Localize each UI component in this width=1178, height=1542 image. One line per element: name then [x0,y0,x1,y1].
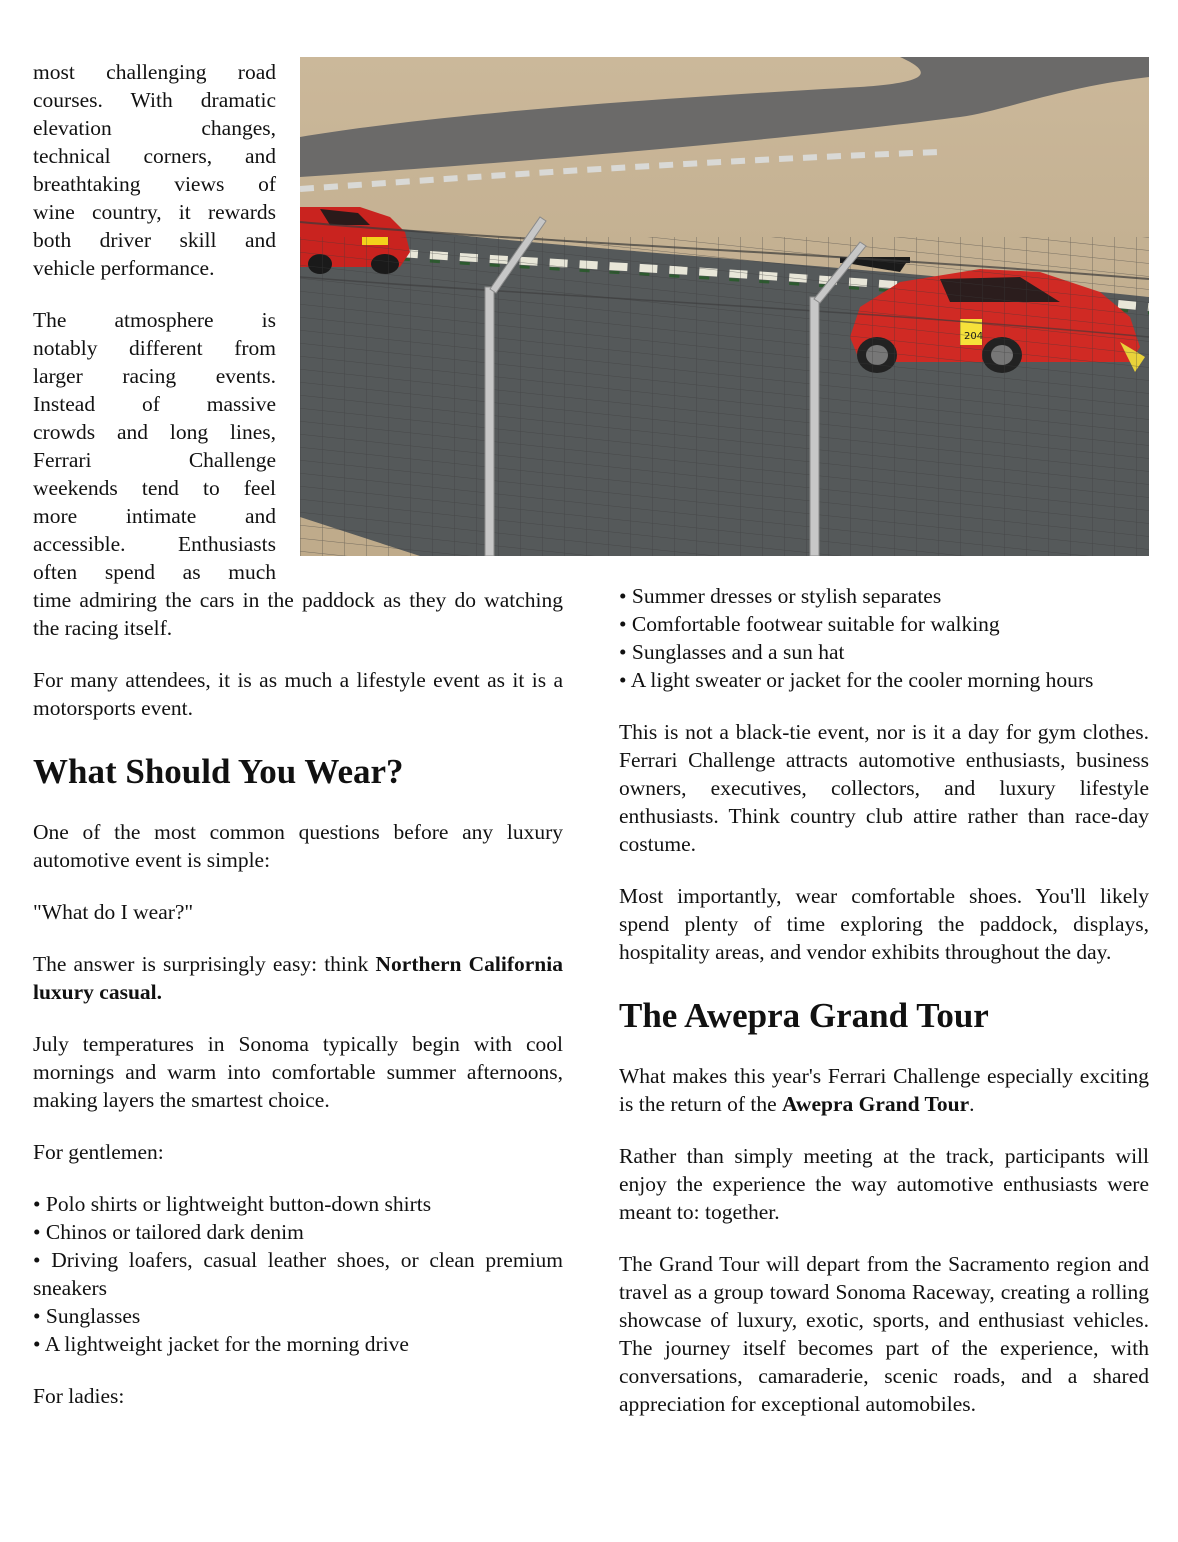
wear-heading: What Should You Wear? [33,752,404,791]
list-item: • Chinos or tailored dark denim [33,1220,304,1244]
list-item: • Summer dresses or stylish separates [619,584,942,608]
text-line: wine country, it rewards [33,200,276,224]
text-line: Instead of massive [33,392,276,416]
ladies-list [619,582,1149,694]
gentlemen-label: For gentlemen: [33,1140,164,1164]
intro-paragraph-1 [33,58,276,282]
text-line: accessible. Enthusiasts [33,532,276,556]
text-line: most challenging road [33,60,276,84]
intro-paragraph-2 [33,306,276,586]
tour-paragraph-2: Rather than simply meeting at the track, participants will enjoy the experience the way automotive enthusiasts were meant to: together. [619,1144,1149,1224]
text-line: elevation changes, [33,116,276,140]
text-line: vehicle performance. [33,256,215,280]
text-line: notably different from [33,336,276,360]
right-column [619,582,1149,1418]
intro-paragraph-3: For many attendees, it is as much a lifestyle event as it is a motorsports event. [33,668,563,720]
list-item: • Sunglasses [33,1304,141,1328]
text-line: courses. With dramatic [33,88,276,112]
intro-paragraph-2-continuation: time admiring the cars in the paddock as they do watching the racing itself. [33,588,563,640]
list-item: • Sunglasses and a sun hat [619,640,845,664]
text-line: weekends tend to feel [33,476,276,500]
blacktie-paragraph: This is not a black-tie event, nor is it a day for gym clothes. Ferrari Challenge attracts automotive enthusiasts, business owners, executives, collectors, and luxury lifestyle enthusiasts. Think country club attire rather than race-day costume. [619,720,1149,856]
intro-narrow-column [33,58,276,586]
text-line: breathtaking views of [33,172,276,196]
text-line: often spend as much [33,560,276,584]
list-item: • A light sweater or jacket for the cooler morning hours [619,668,1094,692]
text-line: larger racing events. [33,364,276,388]
wear-paragraph-1: One of the most common questions before any luxury automotive event is simple: [33,820,563,872]
list-item: • Polo shirts or lightweight button-down shirts [33,1192,432,1216]
text-line: more intimate and [33,504,276,528]
list-item: • Comfortable footwear suitable for walking [619,612,1000,636]
tour-name-bold: Awepra Grand Tour [782,1092,970,1116]
wear-july-paragraph: July temperatures in Sonoma typically begin with cool mornings and warm into comfortable summer afternoons, making layers the smartest choice. [33,1032,563,1112]
text-line: both driver skill and [33,228,276,252]
text-line: crowds and long lines, [33,420,276,444]
list-item: • A lightweight jacket for the morning drive [33,1332,409,1356]
text-line: The atmosphere is [33,308,276,332]
race-track-photo [300,57,1149,556]
wear-answer: The answer is surprisingly easy: think Northern California luxury casual. [33,952,563,1004]
list-item: • Driving loafers, casual leather shoes, or clean premium sneakers [33,1248,563,1300]
tour-paragraph-1: What makes this year's Ferrari Challenge especially exciting is the return of the Awepra Grand Tour. [619,1064,1149,1116]
ladies-label: For ladies: [33,1384,125,1408]
tour-paragraph-3: The Grand Tour will depart from the Sacramento region and travel as a group toward Sonoma Raceway, creating a rolling showcase of luxury, exotic, sports, and enthusiast vehicles. The journey itself becomes part of the experience, with conversations, camaraderie, scenic roads, and a shared appreciation for exceptional automobiles. [619,1252,1149,1416]
text-line: technical corners, and [33,144,276,168]
text-line: Ferrari Challenge [33,448,276,472]
tour-heading: The Awepra Grand Tour [619,996,989,1035]
left-column [33,586,563,1410]
wear-quote: "What do I wear?" [33,900,194,924]
shoes-paragraph: Most importantly, wear comfortable shoes. You'll likely spend plenty of time exploring the paddock, displays, hospitality areas, and vendor exhibits throughout the day. [619,884,1149,964]
wear-answer-bold: Northern California luxury casual. [33,952,563,1004]
gentlemen-list [33,1190,563,1358]
